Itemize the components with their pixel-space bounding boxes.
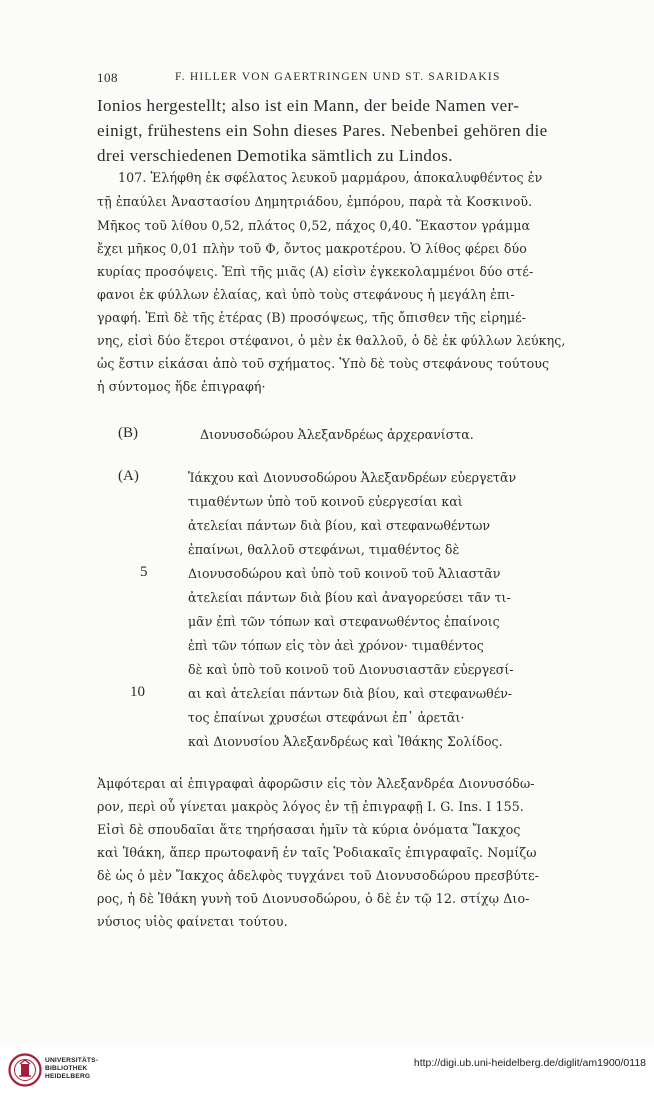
section-107-line: ὡς ἔστιν εἰκάσαι ἀπὸ τοῦ σχήματος. Ὑπὸ δὲ τοὺς στεφάνους τούτους <box>97 356 550 371</box>
text-line: Ionios hergestellt; also ist ein Mann, der beide Namen ver- <box>97 96 520 115</box>
section-107-line: φανοι ἐκ φύλλων ἐλαίας, καὶ ὑπὸ τοὺς στεφάνους ἡ μεγάλη ἐπι- <box>97 287 515 302</box>
section-107-line: Μῆκος τοῦ λίθου 0,52, πλάτος 0,52, πάχος 0,40. Ἕκαστον γράμμα <box>97 218 531 233</box>
inscription-a-line: καὶ Διονυσίου Ἀλεξανδρέως καὶ Ἰθάκης Σολίδος. <box>188 734 503 749</box>
library-footer <box>0 1045 654 1093</box>
library-name-line: BIBLIOTHEK <box>45 1065 88 1072</box>
library-name-line: HEIDELBERG <box>45 1073 91 1080</box>
text-line: drei verschiedenen Demotika sämtlich zu Lindos. <box>97 146 453 165</box>
commentary-line: καὶ Ἰθάκη, ἅπερ πρωτοφανῆ ἐν ταῖς Ῥοδιακαῖς ἐπιγραφαῖς. Νομίζω <box>97 845 537 860</box>
inscription-a-label: (A) <box>118 468 139 484</box>
page-number: 108 <box>97 70 118 85</box>
inscription-b-text: Διονυσοδώρου Ἀλεξανδρέως ἀρχερανίστα. <box>200 427 474 442</box>
section-107-line: ἡ σύντομος ἥδε ἐπιγραφή· <box>97 379 266 394</box>
commentary-line: ρος, ἡ δὲ Ἰθάκη γυνὴ τοῦ Διονυσοδώρου, ὁ δὲ ἐν τῷ 12. στίχῳ Διο- <box>97 891 530 906</box>
inscription-a-line: δὲ καὶ ὑπὸ τοῦ κοινοῦ τοῦ Διονυσιαστᾶν εὐεργεσί- <box>188 662 514 677</box>
library-name <box>45 1057 98 1081</box>
commentary-line: ρον, περὶ οὗ γίνεται μακρὸς λόγος ἐν τῇ ἐπιγραφῇ I. G. Ins. I 155. <box>97 799 524 814</box>
line-number: 5 <box>140 564 148 580</box>
running-title: F. HILLER VON GAERTRINGEN UND ST. SARIDAKIS <box>175 71 501 83</box>
inscription-a-line: Διονυσοδώρου καὶ ὑπὸ τοῦ κοινοῦ τοῦ Ἁλιαστᾶν <box>188 566 501 581</box>
section-107-line: κυρίας προσόψεις. Ἐπὶ τῆς μιᾶς (Α) εἰσὶν ἐγκεκολαμμένοι δύο στέ- <box>97 264 534 279</box>
inscription-a-line: τος ἐπαίνωι χρυσέωι στεφάνωι ἐπ᾽ ἀρετᾶι· <box>188 710 465 725</box>
page-header <box>97 70 558 90</box>
commentary-line: δὲ ὡς ὁ μὲν Ἴακχος ἀδελφὸς τυγχάνει τοῦ Διονυσοδώρου πρεσβύτε- <box>97 868 540 883</box>
section-107-line: νης, εἰσὶ δύο ἕτεροι στέφανοι, ὁ μὲν ἐκ θαλλοῦ, ὁ δὲ ἐκ φύλλων λεύκης, <box>97 333 566 348</box>
inscription-a-line: τιμαθέντων ὑπὸ τοῦ κοινοῦ εὐεργεσίαι καὶ <box>188 494 463 509</box>
inscription-a-line: αι καὶ ἀτελείαι πάντων διὰ βίου, καὶ στεφανωθέν- <box>188 686 513 701</box>
permalink-url[interactable]: http://digi.ub.uni-heidelberg.de/diglit/am1900/0118 <box>413 1057 646 1069</box>
commentary-line: Εἰσὶ δὲ σπουδαῖαι ἅτε τηρήσασαι ἡμῖν τὰ κύρια ὀνόματα Ἴακχος <box>97 822 521 837</box>
section-107-line: τῇ ἐπαύλει Ἀναστασίου Δημητριάδου, ἐμπόρου, παρὰ τὰ Κοσκινοῦ. <box>97 194 533 209</box>
inscription-a-line: μᾶν ἐπὶ τῶν τόπων καὶ στεφανωθέντος ἐπαίνοις <box>188 614 500 629</box>
inscription-a-line: ἀτελείαι πάντων διὰ βίου, καὶ στεφανωθέντων <box>188 518 491 533</box>
inscription-b-label: (B) <box>118 425 138 441</box>
university-seal-icon <box>8 1053 42 1087</box>
text-line: einigt, frühestens ein Sohn dieses Pares. Nebenbei gehören die <box>97 121 548 140</box>
line-number: 10 <box>130 684 145 700</box>
section-107-line: 107. Ἐλήφθη ἐκ σφέλατος λευκοῦ μαρμάρου, ἀποκαλυφθέντος ἐν <box>118 170 543 185</box>
inscription-a-line: ἐπαίνωι, θαλλοῦ στεφάνωι, τιμαθέντος δὲ <box>188 542 460 557</box>
commentary-line: Ἀμφότεραι αἱ ἐπιγραφαὶ ἀφορῶσιν εἰς τὸν Ἀλεξανδρέα Διονυσόδω- <box>97 776 535 791</box>
section-107-line: γραφή. Ἐπὶ δὲ τῆς ἑτέρας (Β) προσόψεως, τῆς ὄπισθεν τῆς εἰρημέ- <box>97 310 527 325</box>
inscription-a-line: ἀτελείαι πάντων διὰ βίου καὶ ἀναγορεύσει τᾶν τι- <box>188 590 511 605</box>
inscription-a-line: Ἰάκχου καὶ Διονυσοδώρου Ἀλεξανδρέων εὐεργετᾶν <box>188 470 517 485</box>
library-name-line: UNIVERSITÄTS- <box>45 1057 99 1064</box>
section-107-line: ἔχει μῆκος 0,01 πλὴν τοῦ Φ, ὄντος μακροτέρου. Ὁ λίθος φέρει δύο <box>97 241 527 256</box>
commentary-line: νύσιος υἱὸς φαίνεται τούτου. <box>97 914 288 929</box>
inscription-a-line: ἐπὶ τῶν τόπων εἰς τὸν ἀεὶ χρόνον· τιμαθέντος <box>188 638 484 653</box>
